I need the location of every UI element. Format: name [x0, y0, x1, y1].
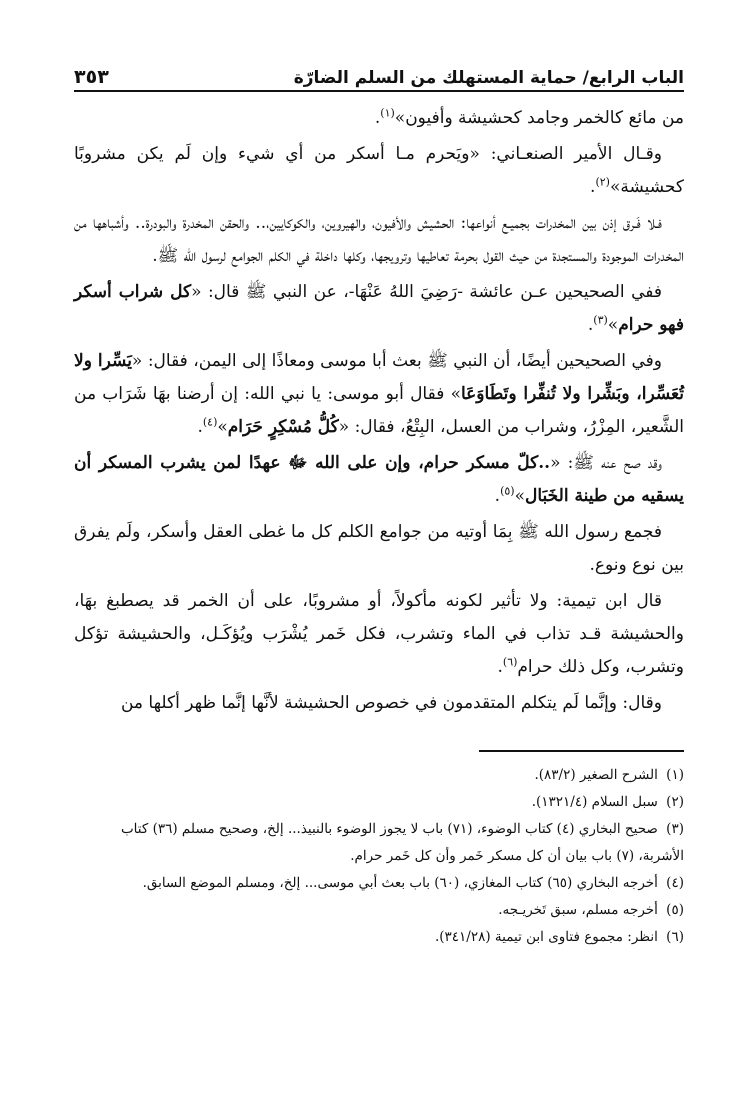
footnote-number: (٥)	[666, 902, 684, 918]
footnote-text: انظر: مجموع فتاوى ابن تيمية (٣٤١/٢٨).	[434, 929, 658, 945]
footnotes	[74, 762, 684, 951]
footnote	[74, 816, 684, 870]
punctuation: .	[374, 108, 381, 128]
paragraph	[74, 687, 684, 720]
paragraph-text: فـلا فَـرق إذن بين المخدرات بجميـع أنواعها: الحشيش والأفيون، والهيروين، والكوكايين،.. والحقن المخدرة والبودرة.. وأشباهها من المخدرات الموجودة والمستجدة من حيث القول بحرمة تعاطيها وترويجها، وكلها داخلة في الكلم الجوامع لرسول الله ﷺ.	[74, 213, 684, 266]
footnote-number: (٤)	[666, 875, 684, 891]
footnote-ref[interactable]: (٢)	[595, 175, 610, 189]
chapter-title: الباب الرابع/ حماية المستهلك من السلم الضارّة	[293, 68, 684, 88]
footnote-number: (٣)	[666, 821, 684, 837]
footnote-ref[interactable]: (١)	[380, 106, 395, 120]
footnote-ref[interactable]: (٣)	[593, 313, 608, 327]
paragraph	[74, 585, 684, 684]
punctuation: .	[587, 315, 594, 335]
main-text	[74, 102, 684, 720]
page-number: ٣٥٣	[74, 66, 109, 88]
paragraph-text: وقال: وإنَّما لَم يتكلم المتقدمون في خصوص الحشيشة لأنَّها إنَّما ظهر أكلها من	[120, 693, 662, 713]
punctuation: .	[494, 486, 501, 506]
footnote-separator	[479, 750, 684, 752]
paragraph	[74, 516, 684, 582]
paragraph-text: وفي الصحيحين أيضًا، أن النبي ﷺ بعث أبا موسى ومعاذًا إلى اليمن، فقال: «	[131, 351, 662, 371]
paragraph-text: من مائع كالخمر وجامد كحشيشة وأفيون»	[394, 108, 684, 128]
paragraph	[74, 138, 684, 204]
footnote-text: أخرجه البخاري (٦٥) كتاب المغازي، (٦٠) باب بعث أبي موسى... إلخ، ومسلم الموضع السابق.	[142, 875, 658, 891]
punctuation: .	[590, 177, 596, 197]
footnote	[74, 870, 684, 897]
paragraph-text: قال ابن تيمية: ولا تأثير لكونه مأكولاً، أو مشروبًا، على أن الخمر قد يصطبغ بهَا، والحشيشة قـد تذاب في الماء وتشرب، فكل خَمر يُشْرَب ويُؤكَـل، والحشيشة تؤكل وتشرب، وكل ذلك حرام	[74, 591, 684, 677]
paragraph	[74, 207, 684, 273]
quote-mark: »	[217, 417, 228, 437]
punctuation: .	[197, 417, 203, 437]
running-header	[74, 58, 684, 92]
footnote-number: (١)	[666, 767, 684, 783]
punctuation: .	[497, 657, 503, 677]
paragraph-text: ففي الصحيحين عـن عائشة -رَضِيَ اللهُ عَنْهَا-، عن النبي ﷺ قال: «	[191, 282, 662, 302]
paragraph	[74, 276, 684, 342]
footnote-text: أخرجه مسلم، سبق تَخريـجه.	[498, 902, 658, 918]
paragraph	[74, 102, 684, 135]
footnote	[74, 789, 684, 816]
paragraph-text: وقـال الأمير الصنعـاني: «ويَحرم مـا أسكر من أي شيء وإن لَم يكن مشروبًا كحشيشة»	[74, 144, 684, 197]
hadith-quote: ..كلّ مسكر حرام، وإن على الله ﷻ عهدًا لمن يشرب المسكر أن يسقيه من طينة الخَبَال	[74, 453, 684, 506]
quote-mark: »	[514, 486, 525, 506]
footnote-text: سبل السلام (١٣٢١/٤).	[531, 794, 658, 810]
footnote-number: (٦)	[666, 929, 684, 945]
footnote-number: (٢)	[666, 794, 684, 810]
footnote-text: صحيح البخاري (٤) كتاب الوضوء، (٧١) باب لا يجوز الوضوء بالنبيذ... إلخ، وصحيح مسلم (٣٦) كتاب الأشربة، (٧) باب بيان أن كل مسكر خَمر وأن كل خَمر حرام.	[120, 821, 684, 864]
footnote-ref[interactable]: (٦)	[502, 655, 518, 669]
paragraph-text: فجمع رسول الله ﷺ بِمَا أوتيه من جوامع الكلم كل ما غطى العقل وأسكر، ولَم يفرق بين نوع ونوع.	[74, 522, 684, 575]
hadith-quote: كل شراب أسكر فهو حرام	[74, 282, 684, 335]
book-page	[74, 58, 684, 951]
footnote-text: الشرح الصغير (٨٣/٢).	[534, 767, 658, 783]
quote-mark: »	[607, 315, 619, 335]
hadith-quote: كُلُّ مُسْكِرٍ حَرَام	[227, 417, 339, 437]
paragraph	[74, 447, 684, 513]
footnote-ref[interactable]: (٤)	[202, 415, 218, 429]
footnote	[74, 897, 684, 924]
paragraph-text: » فقال أبو موسى: يا نبي الله: إن أرضنا بهَا شَرَاب من الشَّعير، المِزْرُ، وشراب من العسل، البِتْعُ، فقال: «	[74, 384, 684, 437]
paragraph-text: وقد صح عنه ﷺ: «	[550, 453, 662, 473]
footnote	[74, 762, 684, 789]
paragraph	[74, 345, 684, 444]
footnote-ref[interactable]: (٥)	[500, 484, 515, 498]
hadith-quote: يَسِّرا ولا تُعَسِّرا، وبَشِّرا ولا تُنفِّرا وتَطَاوَعَا	[74, 351, 684, 404]
footnote	[74, 924, 684, 951]
